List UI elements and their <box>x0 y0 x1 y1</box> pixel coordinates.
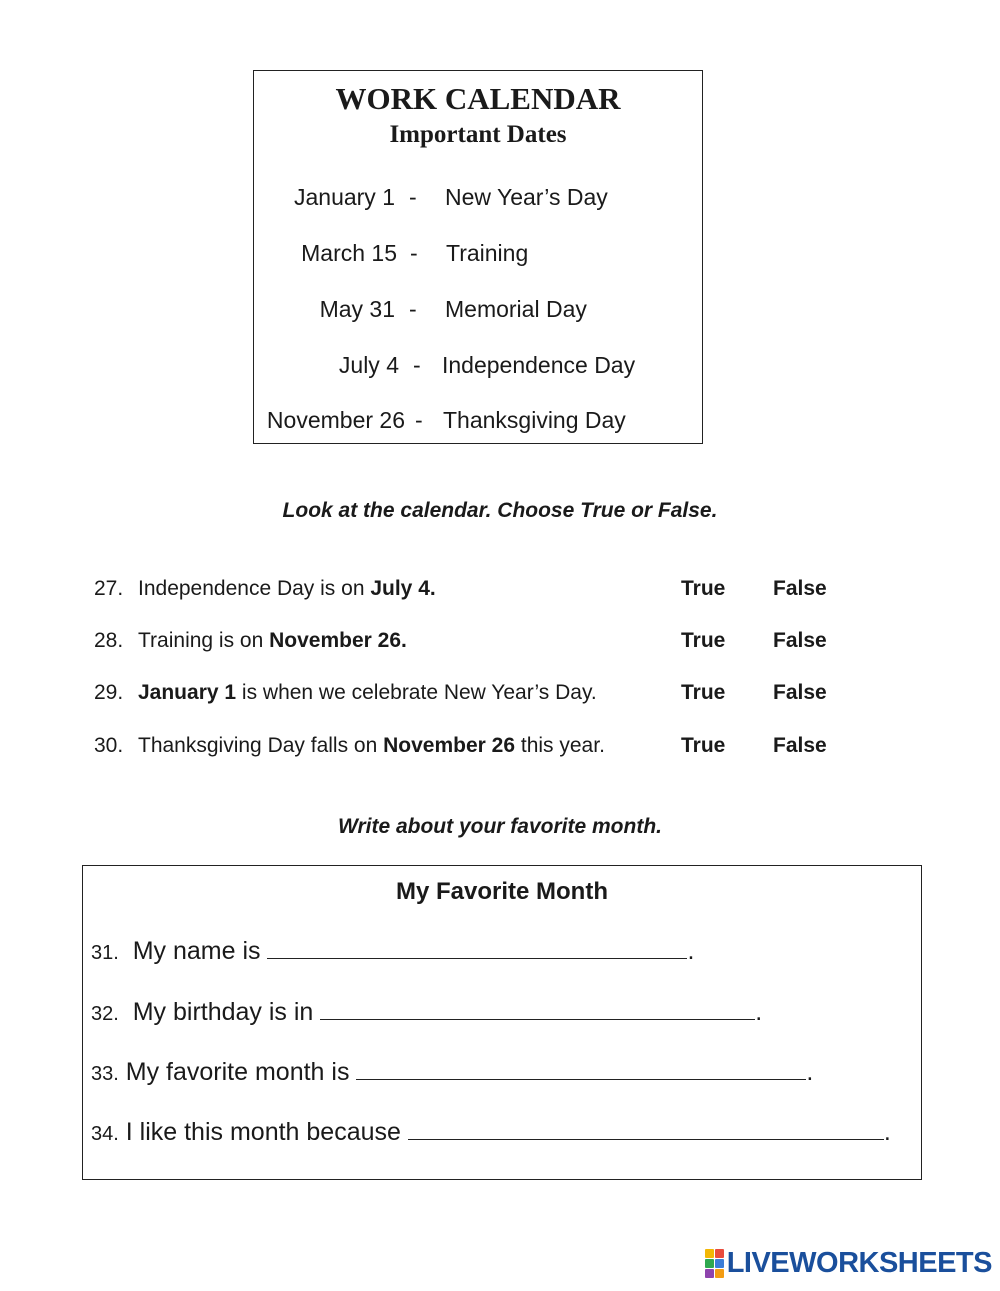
item-number: 31. <box>91 942 119 964</box>
calendar-dash: - <box>413 352 421 378</box>
calendar-date: January 1 <box>293 184 395 210</box>
calendar-dash: - <box>409 184 417 210</box>
writing-item <box>91 936 694 966</box>
question-number: 29. <box>94 681 124 704</box>
true-option[interactable]: True <box>681 734 726 757</box>
question-text <box>138 734 605 758</box>
question-text <box>138 629 407 653</box>
answer-blank[interactable] <box>356 1057 806 1080</box>
question-part: is when we celebrate New Year’s Day. <box>236 681 597 704</box>
calendar-event: Training <box>446 240 529 266</box>
answer-blank[interactable] <box>320 997 755 1020</box>
logo-text: LIVEWORKSHEETS <box>726 1246 992 1279</box>
item-period: . <box>883 1118 891 1146</box>
calendar-date: July 4 <box>338 352 399 378</box>
false-option[interactable]: False <box>773 681 827 704</box>
false-option[interactable]: False <box>773 734 827 757</box>
logo-block <box>705 1269 714 1278</box>
calendar-date: May 31 <box>319 296 395 322</box>
item-prompt: I like this month because <box>125 1118 401 1146</box>
calendar-dash: - <box>415 407 423 433</box>
question-number: 30. <box>94 734 124 757</box>
true-option[interactable]: True <box>681 629 726 652</box>
calendar-dash: - <box>410 240 418 266</box>
item-prompt: My birthday is in <box>132 998 314 1026</box>
writing-item <box>91 1117 891 1147</box>
question-row <box>0 734 1000 764</box>
calendar-box <box>253 70 703 444</box>
question-part-bold: November 26. <box>269 629 407 652</box>
calendar-event: New Year’s Day <box>445 184 608 210</box>
calendar-title: WORK CALENDAR <box>335 81 621 116</box>
logo-block <box>715 1249 724 1258</box>
question-part: Thanksgiving Day falls on <box>138 734 384 757</box>
logo-blocks-icon <box>705 1249 724 1278</box>
item-number: 34. <box>91 1123 119 1145</box>
item-number: 33. <box>91 1063 119 1085</box>
calendar-date: March 15 <box>301 240 397 266</box>
question-row <box>0 577 1000 607</box>
item-prompt: My favorite month is <box>125 1058 350 1086</box>
logo-block <box>715 1259 724 1268</box>
item-period: . <box>687 937 695 965</box>
calendar-date: November 26 <box>266 407 405 433</box>
calendar-event: Independence Day <box>442 352 636 378</box>
item-period: . <box>806 1058 814 1086</box>
question-part-bold: January 1 <box>138 681 237 704</box>
true-option[interactable]: True <box>681 681 726 704</box>
writing-item <box>91 1057 813 1087</box>
question-text <box>138 577 436 601</box>
writing-item <box>91 997 762 1027</box>
logo-block <box>705 1259 714 1268</box>
logo-block <box>715 1269 724 1278</box>
false-option[interactable]: False <box>773 629 827 652</box>
question-part-bold: November 26 <box>383 734 516 757</box>
calendar-event: Memorial Day <box>445 296 587 322</box>
calendar-subtitle: Important Dates <box>389 121 567 148</box>
favorite-month-title: My Favorite Month <box>395 878 608 905</box>
answer-blank[interactable] <box>408 1117 884 1140</box>
question-part: Training is on <box>138 629 270 652</box>
question-number: 28. <box>94 629 124 652</box>
logo-block <box>705 1249 714 1258</box>
answer-blank[interactable] <box>267 936 687 959</box>
item-period: . <box>755 998 763 1026</box>
liveworksheets-logo <box>705 1246 992 1279</box>
question-number: 27. <box>94 577 124 600</box>
question-row <box>0 681 1000 711</box>
false-option[interactable]: False <box>773 577 827 600</box>
instruction-write: Write about your favorite month. <box>338 815 662 838</box>
instruction-true-false: Look at the calendar. Choose True or False. <box>282 499 718 522</box>
question-part-bold: July 4. <box>370 577 436 600</box>
question-part: Independence Day is on <box>138 577 371 600</box>
calendar-dash: - <box>409 296 417 322</box>
item-prompt: My name is <box>132 937 261 965</box>
calendar-event: Thanksgiving Day <box>443 407 626 433</box>
question-row <box>0 629 1000 659</box>
item-number: 32. <box>91 1003 119 1025</box>
true-option[interactable]: True <box>681 577 726 600</box>
favorite-month-box <box>82 865 922 1180</box>
question-text <box>138 681 597 705</box>
question-part: this year. <box>515 734 605 757</box>
